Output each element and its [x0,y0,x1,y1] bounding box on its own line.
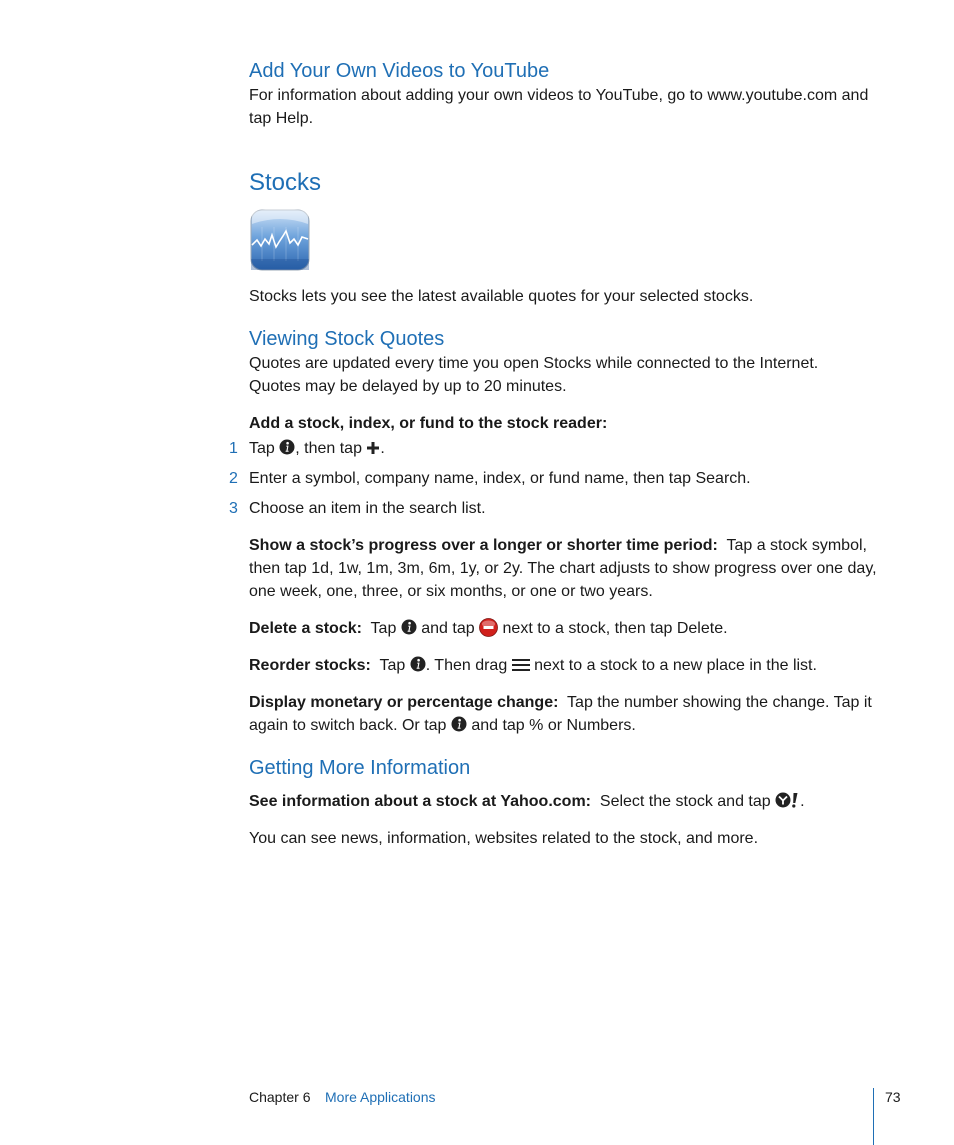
info-icon [410,656,426,672]
yahoo-label: See information about a stock at Yahoo.com: [249,793,591,810]
footer-divider [873,1088,874,1145]
chapter-section-title: Stocks [249,169,322,196]
delete-label: Delete a stock: [249,620,362,637]
plus-icon [366,441,380,455]
section-heading-more-info: Getting More Information [249,757,471,779]
youtube-body: For information about adding your own videos to YouTube, go to www.youtube.com and tap Help. [249,87,869,127]
info-icon [401,619,417,635]
delete-minus-icon [479,618,498,637]
info-icon [279,439,295,455]
reorder-paragraph: Reorder stocks: Tap . Then drag next to a stock to a new place in the list. [249,657,817,674]
page-number: 73 [885,1089,901,1105]
step-number: 2 [229,470,238,487]
step-number: 1 [229,440,238,457]
reorder-label: Reorder stocks: [249,657,371,674]
progress-text: Tap a stock symbol, then tap 1d, 1w, 1m, 3m, 6m, 1y, or 2y. The chart adjusts to show progress over one day, one week, one, three, or six months, or one or two years. [249,537,877,600]
monetary-label: Display monetary or percentage change: [249,694,559,711]
info-icon [451,716,467,732]
add-stock-heading: Add a stock, index, or fund to the stock reader: [249,415,608,432]
stocks-intro: Stocks lets you see the latest available quotes for your selected stocks. [249,288,754,305]
yahoo-paragraph: See information about a stock at Yahoo.com: Select the stock and tap . [249,793,805,810]
progress-label: Show a stock’s progress over a longer or shorter time period: [249,537,718,554]
monetary-paragraph: Display monetary or percentage change: Tap the number showing the change. Tap it again to switch back. Or tap and tap % or Numbers. [249,694,872,734]
step-number: 3 [229,500,238,517]
viewing-body: Quotes are updated every time you open Stocks while connected to the Internet. Quotes may be delayed by up to 20 minutes. [249,355,819,395]
footer-section: More Applications [325,1089,436,1105]
footer-chapter: Chapter 6 [249,1089,311,1105]
yahoo-icon [775,792,800,808]
section-heading-youtube: Add Your Own Videos to YouTube [249,60,550,82]
drag-handle-icon [512,658,530,672]
section-heading-viewing: Viewing Stock Quotes [249,328,445,350]
step-text: Enter a symbol, company name, index, or fund name, then tap Search. [249,470,751,487]
delete-paragraph: Delete a stock: Tap and tap next to a stock, then tap Delete. [249,620,728,637]
news-paragraph: You can see news, information, websites related to the stock, and more. [249,830,759,847]
stocks-app-icon [250,209,310,271]
progress-paragraph [249,534,879,603]
step-text: Choose an item in the search list. [249,500,486,517]
